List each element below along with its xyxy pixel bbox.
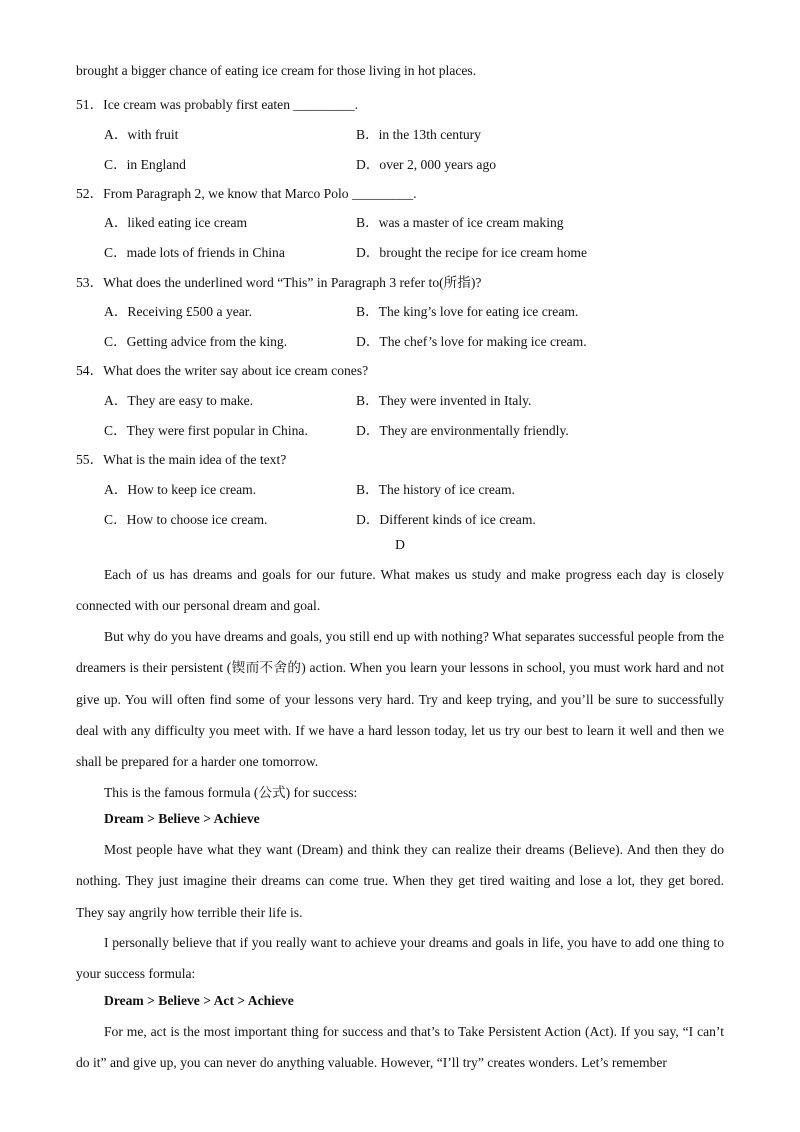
- question-53-option-b: B．The king’s love for eating ice cream.: [356, 304, 579, 319]
- question-52-option-a: A．liked eating ice cream: [104, 215, 248, 230]
- passage-paragraph-2: But why do you have dreams and goals, you still end up with nothing? What separates successful people from the dreamers is their persistent (锲而不舍的) action. When you learn your lessons in school, you must work hard and not give up. You will often find some of your lessons very hard. Try and keep trying, and you’ll be sure to successfully deal with any difficulty you meet with. If we have a hard lesson today, let us try our best to learn it well and then we shall be prepared for a harder one tomorrow.: [76, 629, 724, 770]
- passage-paragraph-5: I personally believe that if you really want to achieve your dreams and goals in life, you have to add one thing to your success formula:: [76, 935, 724, 982]
- section-heading: D: [395, 537, 405, 552]
- question-53-option-c: C．Getting advice from the king.: [104, 334, 288, 349]
- question-55-option-d: D．Different kinds of ice cream.: [356, 512, 536, 527]
- question-53-stem: 53．What does the underlined word “This” in Paragraph 3 refer to(所指)?: [76, 275, 482, 290]
- success-formula-2: Dream > Believe > Act > Achieve: [104, 993, 294, 1008]
- question-51-option-d: D．over 2, 000 years ago: [356, 157, 497, 172]
- question-51-option-b: B．in the 13th century: [356, 127, 481, 142]
- intro-line: brought a bigger chance of eating ice cream for those living in hot places.: [76, 63, 477, 78]
- success-formula-1: Dream > Believe > Achieve: [104, 811, 260, 826]
- question-51-stem: 51．Ice cream was probably first eaten _________.: [76, 97, 358, 112]
- question-54-option-b: B．They were invented in Italy.: [356, 393, 532, 408]
- question-52-option-d: D．brought the recipe for ice cream home: [356, 245, 587, 260]
- question-53-option-a: A．Receiving £500 a year.: [104, 304, 252, 319]
- question-52-stem: 52．From Paragraph 2, we know that Marco Polo _________.: [76, 186, 417, 201]
- question-51-option-c: C．in England: [104, 157, 186, 172]
- question-54-option-c: C．They were first popular in China.: [104, 423, 308, 438]
- passage-paragraph-1: Each of us has dreams and goals for our future. What makes us study and make progress each day is closely connected with our personal dream and goal.: [76, 567, 724, 614]
- question-54-option-d: D．They are environmentally friendly.: [356, 423, 569, 438]
- question-55-option-b: B．The history of ice cream.: [356, 482, 515, 497]
- question-52-option-c: C．made lots of friends in China: [104, 245, 285, 260]
- passage-paragraph-3: This is the famous formula (公式) for success:: [104, 785, 358, 800]
- question-53-option-d: D．The chef’s love for making ice cream.: [356, 334, 587, 349]
- passage-paragraph-6: For me, act is the most important thing for success and that’s to Take Persistent Action (Act). If you say, “I can’t do it” and give up, you can never do anything valuable. However, “I’ll try” creates wonders. Let’s remember: [76, 1024, 724, 1071]
- question-54-stem: 54．What does the writer say about ice cream cones?: [76, 363, 369, 378]
- question-55-option-a: A．How to keep ice cream.: [104, 482, 257, 497]
- question-51-option-a: A．with fruit: [104, 127, 179, 142]
- question-54-option-a: A．They are easy to make.: [104, 393, 254, 408]
- question-55-stem: 55．What is the main idea of the text?: [76, 452, 287, 467]
- question-55-option-c: C．How to choose ice cream.: [104, 512, 268, 527]
- passage-paragraph-4: Most people have what they want (Dream) and think they can realize their dreams (Believe). And then they do nothing. They just imagine their dreams can come true. When they get tired waiting and lose a lot, they get bored. They say angrily how terrible their life is.: [76, 842, 724, 920]
- question-52-option-b: B．was a master of ice cream making: [356, 215, 564, 230]
